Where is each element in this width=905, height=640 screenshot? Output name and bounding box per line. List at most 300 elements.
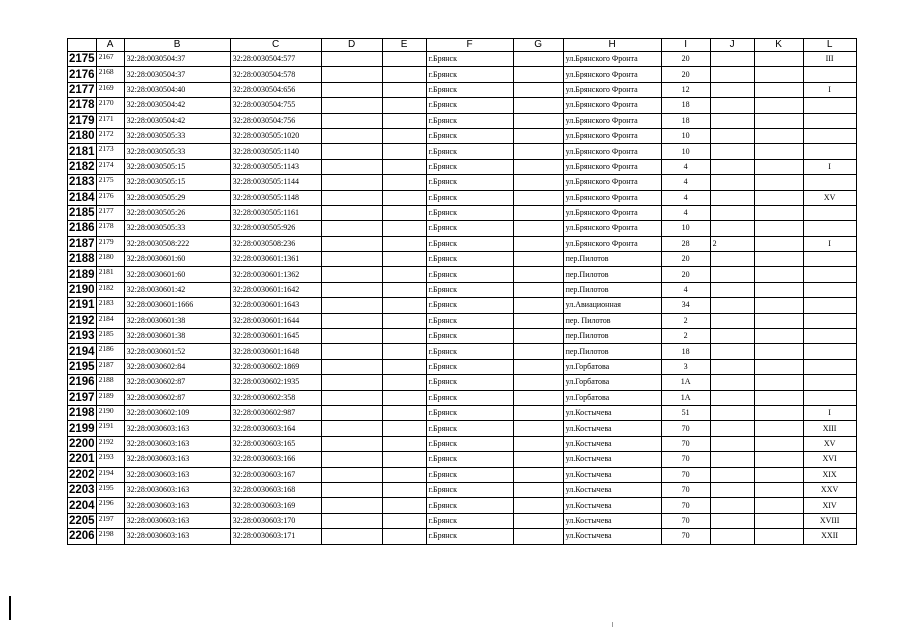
cell-a: 2173 xyxy=(96,144,124,159)
cell-i-house: 1А xyxy=(661,390,710,405)
cell-e xyxy=(382,128,426,143)
cell-d xyxy=(321,529,382,544)
cell-a: 2188 xyxy=(96,375,124,390)
cell-b-cadastral-parcel: 32:28:0030504:37 xyxy=(124,67,230,82)
cell-g xyxy=(513,344,563,359)
cell-d xyxy=(321,329,382,344)
cell-k xyxy=(754,267,803,282)
cell-g xyxy=(513,436,563,451)
table-row xyxy=(68,113,857,128)
cell-g xyxy=(513,236,563,251)
cell-f-city: г.Брянск xyxy=(426,221,513,236)
cell-d xyxy=(321,98,382,113)
cell-e xyxy=(382,452,426,467)
cell-l-apartment xyxy=(803,298,856,313)
cell-a: 2194 xyxy=(96,467,124,482)
table-row xyxy=(68,452,857,467)
cell-i-house: 34 xyxy=(661,298,710,313)
cell-f-city: г.Брянск xyxy=(426,175,513,190)
cell-c-cadastral-object: 32:28:0030603:168 xyxy=(230,482,321,497)
row-number-cell: 2204 xyxy=(69,499,95,512)
cell-l-apartment: XVIII xyxy=(803,513,856,528)
cell-d xyxy=(321,282,382,297)
cell-g xyxy=(513,329,563,344)
cell-f-city: г.Брянск xyxy=(426,190,513,205)
cell-c-cadastral-object: 32:28:0030504:755 xyxy=(230,98,321,113)
cell-k xyxy=(754,359,803,374)
cell-d xyxy=(321,267,382,282)
cell-a: 2170 xyxy=(96,98,124,113)
cell-f-city: г.Брянск xyxy=(426,359,513,374)
cell-a: 2175 xyxy=(96,175,124,190)
column-header-e: E xyxy=(382,39,426,52)
cell-e xyxy=(382,52,426,67)
cell-f-city: г.Брянск xyxy=(426,282,513,297)
cell-e xyxy=(382,267,426,282)
column-header-j: J xyxy=(710,39,754,52)
cell-b-cadastral-parcel: 32:28:0030504:42 xyxy=(124,98,230,113)
cell-l-apartment xyxy=(803,144,856,159)
cell-h-street: ул.Брянского Фронта xyxy=(563,52,661,67)
cell-b-cadastral-parcel: 32:28:0030603:163 xyxy=(124,467,230,482)
cell-h-street: ул.Горбатова xyxy=(563,375,661,390)
cell-j xyxy=(710,82,754,97)
cell-j xyxy=(710,513,754,528)
cell-h-street: ул.Брянского Фронта xyxy=(563,190,661,205)
cell-j xyxy=(710,221,754,236)
cell-l-apartment: XVI xyxy=(803,452,856,467)
cell-h-street: ул.Брянского Фронта xyxy=(563,67,661,82)
cell-d xyxy=(321,67,382,82)
cell-j: 2 xyxy=(710,236,754,251)
cell-c-cadastral-object: 32:28:0030505:926 xyxy=(230,221,321,236)
cell-g xyxy=(513,128,563,143)
cell-e xyxy=(382,482,426,497)
cell-e xyxy=(382,298,426,313)
cell-f-city: г.Брянск xyxy=(426,252,513,267)
cell-d xyxy=(321,190,382,205)
cell-e xyxy=(382,175,426,190)
cell-a: 2189 xyxy=(96,390,124,405)
cell-l-apartment: XV xyxy=(803,436,856,451)
cell-e xyxy=(382,313,426,328)
cell-h-street: ул.Брянского Фронта xyxy=(563,128,661,143)
cell-e xyxy=(382,405,426,420)
table-row xyxy=(68,190,857,205)
cell-g xyxy=(513,267,563,282)
cell-h-street: ул.Костычева xyxy=(563,467,661,482)
cell-d xyxy=(321,390,382,405)
cell-k xyxy=(754,421,803,436)
cell-l-apartment xyxy=(803,375,856,390)
cell-e xyxy=(382,390,426,405)
cell-f-city: г.Брянск xyxy=(426,482,513,497)
cell-a: 2191 xyxy=(96,421,124,436)
cell-f-city: г.Брянск xyxy=(426,98,513,113)
cell-k xyxy=(754,221,803,236)
cell-i-house: 2 xyxy=(661,329,710,344)
table-row xyxy=(68,436,857,451)
cell-j xyxy=(710,252,754,267)
cell-b-cadastral-parcel: 32:28:0030504:42 xyxy=(124,113,230,128)
cell-h-street: ул.Костычева xyxy=(563,498,661,513)
cell-a: 2183 xyxy=(96,298,124,313)
cell-h-street: пер.Пилотов xyxy=(563,282,661,297)
column-header-k: K xyxy=(754,39,803,52)
cell-b-cadastral-parcel: 32:28:0030505:15 xyxy=(124,159,230,174)
column-header-c: C xyxy=(230,39,321,52)
cell-h-street: ул.Костычева xyxy=(563,513,661,528)
cell-e xyxy=(382,205,426,220)
cell-i-house: 4 xyxy=(661,190,710,205)
cell-c-cadastral-object: 32:28:0030504:577 xyxy=(230,52,321,67)
cell-k xyxy=(754,159,803,174)
cell-d xyxy=(321,298,382,313)
table-row xyxy=(68,329,857,344)
cell-c-cadastral-object: 32:28:0030505:1143 xyxy=(230,159,321,174)
cell-a: 2195 xyxy=(96,482,124,497)
cell-l-apartment xyxy=(803,359,856,374)
cell-e xyxy=(382,421,426,436)
cell-j xyxy=(710,267,754,282)
cell-e xyxy=(382,252,426,267)
row-number-cell: 2182 xyxy=(69,160,95,173)
cell-c-cadastral-object: 32:28:0030602:987 xyxy=(230,405,321,420)
cell-g xyxy=(513,390,563,405)
cell-k xyxy=(754,513,803,528)
cell-f-city: г.Брянск xyxy=(426,236,513,251)
cell-i-house: 70 xyxy=(661,498,710,513)
cell-h-street: ул.Брянского Фронта xyxy=(563,221,661,236)
table-row xyxy=(68,67,857,82)
cell-k xyxy=(754,375,803,390)
table-row xyxy=(68,529,857,544)
cell-d xyxy=(321,344,382,359)
cell-f-city: г.Брянск xyxy=(426,144,513,159)
row-number-cell: 2206 xyxy=(69,530,95,543)
cell-d xyxy=(321,113,382,128)
cell-c-cadastral-object: 32:28:0030602:1935 xyxy=(230,375,321,390)
cell-b-cadastral-parcel: 32:28:0030601:1666 xyxy=(124,298,230,313)
cell-a: 2198 xyxy=(96,529,124,544)
cell-e xyxy=(382,144,426,159)
cell-c-cadastral-object: 32:28:0030601:1643 xyxy=(230,298,321,313)
cell-d xyxy=(321,52,382,67)
cell-e xyxy=(382,513,426,528)
cell-e xyxy=(382,344,426,359)
cell-g xyxy=(513,52,563,67)
cell-i-house: 4 xyxy=(661,175,710,190)
cell-b-cadastral-parcel: 32:28:0030505:33 xyxy=(124,221,230,236)
cell-b-cadastral-parcel: 32:28:0030602:87 xyxy=(124,390,230,405)
cell-i-house: 20 xyxy=(661,67,710,82)
cell-f-city: г.Брянск xyxy=(426,436,513,451)
table-row xyxy=(68,252,857,267)
cell-i-house: 2 xyxy=(661,313,710,328)
column-header-a: A xyxy=(96,39,124,52)
cell-c-cadastral-object: 32:28:0030505:1144 xyxy=(230,175,321,190)
cell-e xyxy=(382,282,426,297)
cell-l-apartment: XIV xyxy=(803,498,856,513)
cell-e xyxy=(382,190,426,205)
cell-i-house: 70 xyxy=(661,529,710,544)
cell-i-house: 18 xyxy=(661,98,710,113)
table-row xyxy=(68,375,857,390)
cell-l-apartment xyxy=(803,205,856,220)
cell-c-cadastral-object: 32:28:0030505:1148 xyxy=(230,190,321,205)
cell-b-cadastral-parcel: 32:28:0030505:33 xyxy=(124,128,230,143)
cell-k xyxy=(754,452,803,467)
table-row xyxy=(68,344,857,359)
cell-c-cadastral-object: 32:28:0030603:167 xyxy=(230,467,321,482)
cell-j xyxy=(710,313,754,328)
cell-i-house: 10 xyxy=(661,144,710,159)
cell-i-house: 20 xyxy=(661,252,710,267)
cell-a: 2178 xyxy=(96,221,124,236)
cell-d xyxy=(321,405,382,420)
cell-a: 2186 xyxy=(96,344,124,359)
cell-j xyxy=(710,436,754,451)
cell-k xyxy=(754,67,803,82)
cell-i-house: 70 xyxy=(661,421,710,436)
row-number-cell: 2196 xyxy=(69,376,95,389)
row-number-cell: 2194 xyxy=(69,345,95,358)
cell-l-apartment: XV xyxy=(803,190,856,205)
cell-g xyxy=(513,359,563,374)
cell-i-house: 4 xyxy=(661,159,710,174)
cell-g xyxy=(513,159,563,174)
cell-g xyxy=(513,452,563,467)
column-header-h: H xyxy=(563,39,661,52)
cell-e xyxy=(382,82,426,97)
cell-h-street: пер.Пилотов xyxy=(563,252,661,267)
cell-j xyxy=(710,159,754,174)
row-number-cell: 2180 xyxy=(69,130,95,143)
cell-f-city: г.Брянск xyxy=(426,313,513,328)
row-number-cell: 2193 xyxy=(69,330,95,343)
cell-l-apartment: III xyxy=(803,52,856,67)
cell-e xyxy=(382,236,426,251)
row-number-cell: 2185 xyxy=(69,207,95,220)
table-row xyxy=(68,467,857,482)
cell-i-house: 18 xyxy=(661,113,710,128)
cell-l-apartment: I xyxy=(803,159,856,174)
row-number-cell: 2186 xyxy=(69,222,95,235)
cell-f-city: г.Брянск xyxy=(426,52,513,67)
row-number-cell: 2175 xyxy=(69,53,95,66)
row-number-cell: 2201 xyxy=(69,453,95,466)
cell-j xyxy=(710,298,754,313)
cell-b-cadastral-parcel: 32:28:0030601:60 xyxy=(124,252,230,267)
cell-c-cadastral-object: 32:28:0030603:169 xyxy=(230,498,321,513)
cell-b-cadastral-parcel: 32:28:0030603:163 xyxy=(124,436,230,451)
cell-b-cadastral-parcel: 32:28:0030504:40 xyxy=(124,82,230,97)
cell-f-city: г.Брянск xyxy=(426,267,513,282)
cell-h-street: ул.Брянского Фронта xyxy=(563,144,661,159)
cell-c-cadastral-object: 32:28:0030505:1140 xyxy=(230,144,321,159)
cell-l-apartment xyxy=(803,175,856,190)
cell-a: 2167 xyxy=(96,52,124,67)
cell-f-city: г.Брянск xyxy=(426,67,513,82)
row-number-cell: 2179 xyxy=(69,114,95,127)
cell-l-apartment xyxy=(803,128,856,143)
table-row xyxy=(68,359,857,374)
cell-l-apartment xyxy=(803,267,856,282)
cell-b-cadastral-parcel: 32:28:0030601:42 xyxy=(124,282,230,297)
cell-i-house: 12 xyxy=(661,82,710,97)
cell-l-apartment: I xyxy=(803,236,856,251)
cell-h-street: ул.Костычева xyxy=(563,405,661,420)
row-number-cell: 2195 xyxy=(69,361,95,373)
row-number-cell: 2178 xyxy=(69,99,95,112)
cell-d xyxy=(321,236,382,251)
column-header-i: I xyxy=(661,39,710,52)
row-number-cell: 2189 xyxy=(69,268,95,281)
cell-e xyxy=(382,329,426,344)
cell-b-cadastral-parcel: 32:28:0030505:29 xyxy=(124,190,230,205)
cell-l-apartment: XIII xyxy=(803,421,856,436)
cell-l-apartment xyxy=(803,282,856,297)
cell-b-cadastral-parcel: 32:28:0030603:163 xyxy=(124,498,230,513)
cell-e xyxy=(382,529,426,544)
cell-j xyxy=(710,359,754,374)
cell-h-street: ул.Брянского Фронта xyxy=(563,159,661,174)
cell-f-city: г.Брянск xyxy=(426,390,513,405)
cell-j xyxy=(710,452,754,467)
cell-i-house: 4 xyxy=(661,205,710,220)
cell-g xyxy=(513,421,563,436)
cell-c-cadastral-object: 32:28:0030601:1644 xyxy=(230,313,321,328)
cell-c-cadastral-object: 32:28:0030602:1869 xyxy=(230,359,321,374)
cell-f-city: г.Брянск xyxy=(426,513,513,528)
cell-g xyxy=(513,113,563,128)
cell-j xyxy=(710,52,754,67)
cell-a: 2174 xyxy=(96,159,124,174)
cell-c-cadastral-object: 32:28:0030505:1020 xyxy=(230,128,321,143)
table-row xyxy=(68,205,857,220)
cell-l-apartment: I xyxy=(803,405,856,420)
table-row xyxy=(68,498,857,513)
cell-i-house: 70 xyxy=(661,482,710,497)
cell-d xyxy=(321,375,382,390)
table-row xyxy=(68,421,857,436)
cell-j xyxy=(710,344,754,359)
cell-a: 2177 xyxy=(96,205,124,220)
table-row xyxy=(68,82,857,97)
cell-g xyxy=(513,513,563,528)
cell-k xyxy=(754,252,803,267)
cell-j xyxy=(710,128,754,143)
cell-a: 2169 xyxy=(96,82,124,97)
cell-g xyxy=(513,498,563,513)
column-header-l: L xyxy=(803,39,856,52)
cell-a: 2193 xyxy=(96,452,124,467)
table-row xyxy=(68,482,857,497)
cell-g xyxy=(513,98,563,113)
cell-c-cadastral-object: 32:28:0030505:1161 xyxy=(230,205,321,220)
cell-h-street: ул.Брянского Фронта xyxy=(563,205,661,220)
cell-g xyxy=(513,313,563,328)
cell-g xyxy=(513,221,563,236)
cell-k xyxy=(754,190,803,205)
cell-d xyxy=(321,498,382,513)
cell-b-cadastral-parcel: 32:28:0030601:52 xyxy=(124,344,230,359)
cell-g xyxy=(513,467,563,482)
cell-f-city: г.Брянск xyxy=(426,529,513,544)
cell-f-city: г.Брянск xyxy=(426,82,513,97)
table-row xyxy=(68,313,857,328)
cell-k xyxy=(754,128,803,143)
cell-d xyxy=(321,359,382,374)
cell-h-street: пер.Пилотов xyxy=(563,344,661,359)
cell-a: 2171 xyxy=(96,113,124,128)
cell-h-street: пер.Пилотов xyxy=(563,329,661,344)
cell-i-house: 70 xyxy=(661,467,710,482)
cell-c-cadastral-object: 32:28:0030602:358 xyxy=(230,390,321,405)
cell-j xyxy=(710,529,754,544)
cell-j xyxy=(710,482,754,497)
cell-k xyxy=(754,329,803,344)
cell-g xyxy=(513,282,563,297)
cell-h-street: ул.Брянского Фронта xyxy=(563,175,661,190)
row-number-cell: 2198 xyxy=(69,407,95,420)
cell-b-cadastral-parcel: 32:28:0030601:38 xyxy=(124,313,230,328)
cell-i-house: 70 xyxy=(661,452,710,467)
cell-k xyxy=(754,298,803,313)
row-number-cell: 2202 xyxy=(69,468,95,481)
cell-c-cadastral-object: 32:28:0030504:756 xyxy=(230,113,321,128)
cell-e xyxy=(382,467,426,482)
cell-a: 2184 xyxy=(96,313,124,328)
cell-k xyxy=(754,405,803,420)
cell-b-cadastral-parcel: 32:28:0030505:26 xyxy=(124,205,230,220)
cell-f-city: г.Брянск xyxy=(426,113,513,128)
column-header-f: F xyxy=(426,39,513,52)
cell-d xyxy=(321,452,382,467)
column-header-g: G xyxy=(513,39,563,52)
cell-i-house: 10 xyxy=(661,221,710,236)
table-row xyxy=(68,175,857,190)
cell-i-house: 51 xyxy=(661,405,710,420)
table-row xyxy=(68,144,857,159)
cell-g xyxy=(513,82,563,97)
cell-g xyxy=(513,405,563,420)
cell-k xyxy=(754,390,803,405)
cell-d xyxy=(321,436,382,451)
cell-d xyxy=(321,482,382,497)
register-table xyxy=(67,38,857,545)
cell-a: 2197 xyxy=(96,513,124,528)
cell-j xyxy=(710,375,754,390)
cell-b-cadastral-parcel: 32:28:0030603:163 xyxy=(124,452,230,467)
table-row xyxy=(68,52,857,67)
cell-i-house: 10 xyxy=(661,128,710,143)
column-header-b: B xyxy=(124,39,230,52)
cell-a: 2185 xyxy=(96,329,124,344)
cell-h-street: ул.Брянского Фронта xyxy=(563,82,661,97)
cell-f-city: г.Брянск xyxy=(426,421,513,436)
cell-e xyxy=(382,436,426,451)
cell-j xyxy=(710,329,754,344)
cell-l-apartment xyxy=(803,98,856,113)
cell-k xyxy=(754,282,803,297)
cell-k xyxy=(754,498,803,513)
cell-h-street: ул.Костычева xyxy=(563,529,661,544)
cell-l-apartment: XXII xyxy=(803,529,856,544)
cell-e xyxy=(382,221,426,236)
cell-f-city: г.Брянск xyxy=(426,205,513,220)
cell-j xyxy=(710,175,754,190)
